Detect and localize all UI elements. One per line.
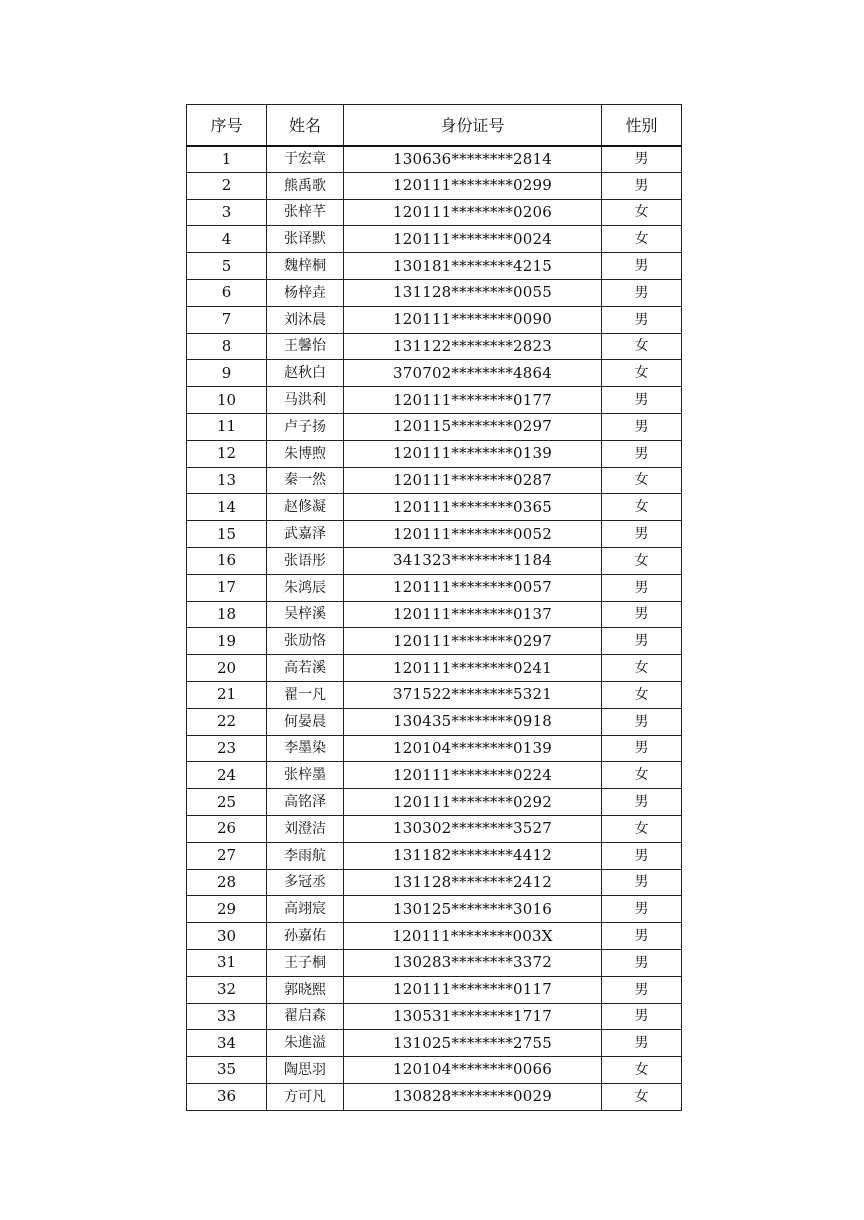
seq-cell: 12 (187, 440, 267, 467)
table-row (187, 601, 682, 628)
id-number-cell: 130125********3016 (344, 896, 602, 923)
name-cell: 王馨怡 (267, 333, 344, 360)
table-row (187, 547, 682, 574)
seq-cell: 22 (187, 708, 267, 735)
table-row (187, 815, 682, 842)
gender-cell: 男 (602, 387, 682, 414)
table-row (187, 735, 682, 762)
gender-cell: 男 (602, 842, 682, 869)
seq-cell: 16 (187, 547, 267, 574)
id-number-cell: 120104********0066 (344, 1057, 602, 1084)
gender-cell: 男 (602, 146, 682, 173)
seq-cell: 27 (187, 842, 267, 869)
id-number-cell: 370702********4864 (344, 360, 602, 387)
id-number-cell: 120111********0287 (344, 467, 602, 494)
name-cell: 吴梓溪 (267, 601, 344, 628)
table-row (187, 521, 682, 548)
gender-cell: 女 (602, 815, 682, 842)
gender-cell: 女 (602, 1083, 682, 1110)
name-cell: 赵修凝 (267, 494, 344, 521)
header-row (187, 105, 682, 146)
table-row (187, 333, 682, 360)
name-cell: 朱鸿辰 (267, 574, 344, 601)
table-row (187, 306, 682, 333)
name-cell: 翟启森 (267, 1003, 344, 1030)
id-number-cell: 120111********0137 (344, 601, 602, 628)
gender-cell: 女 (602, 681, 682, 708)
id-number-cell: 341323********1184 (344, 547, 602, 574)
table-row (187, 976, 682, 1003)
gender-cell: 男 (602, 1003, 682, 1030)
name-cell: 马洪利 (267, 387, 344, 414)
seq-cell: 14 (187, 494, 267, 521)
table-row (187, 896, 682, 923)
table-row (187, 708, 682, 735)
name-cell: 李雨航 (267, 842, 344, 869)
seq-cell: 23 (187, 735, 267, 762)
id-number-cell: 130302********3527 (344, 815, 602, 842)
gender-cell: 男 (602, 976, 682, 1003)
table-row (187, 949, 682, 976)
gender-cell: 男 (602, 413, 682, 440)
name-cell: 张劢恪 (267, 628, 344, 655)
table-header (187, 105, 682, 146)
gender-cell: 女 (602, 547, 682, 574)
table-row (187, 869, 682, 896)
id-number-cell: 120111********0224 (344, 762, 602, 789)
name-cell: 魏梓桐 (267, 253, 344, 280)
seq-cell: 11 (187, 413, 267, 440)
table-row (187, 789, 682, 816)
name-cell: 卢子扬 (267, 413, 344, 440)
name-cell: 武嘉泽 (267, 521, 344, 548)
table-row (187, 494, 682, 521)
gender-cell: 男 (602, 869, 682, 896)
name-cell: 翟一凡 (267, 681, 344, 708)
table-row (187, 413, 682, 440)
seq-cell: 7 (187, 306, 267, 333)
seq-cell: 8 (187, 333, 267, 360)
id-number-cell: 131128********0055 (344, 279, 602, 306)
id-number-cell: 130636********2814 (344, 146, 602, 173)
gender-cell: 男 (602, 440, 682, 467)
name-cell: 张梓墨 (267, 762, 344, 789)
id-number-cell: 120111********0299 (344, 172, 602, 199)
gender-cell: 男 (602, 628, 682, 655)
table-row (187, 226, 682, 253)
gender-cell: 男 (602, 923, 682, 950)
seq-cell: 2 (187, 172, 267, 199)
seq-cell: 28 (187, 869, 267, 896)
gender-cell: 男 (602, 601, 682, 628)
name-cell: 孙嘉佑 (267, 923, 344, 950)
name-cell: 多冠丞 (267, 869, 344, 896)
id-number-cell: 120111********0297 (344, 628, 602, 655)
id-number-cell: 120104********0139 (344, 735, 602, 762)
seq-cell: 29 (187, 896, 267, 923)
id-number-cell: 120111********003X (344, 923, 602, 950)
table-row (187, 1003, 682, 1030)
table-row (187, 146, 682, 173)
header-seq: 序号 (187, 105, 267, 146)
header-id-number: 身份证号 (344, 105, 602, 146)
id-number-cell: 120111********0206 (344, 199, 602, 226)
id-number-cell: 131122********2823 (344, 333, 602, 360)
name-cell: 朱進溢 (267, 1030, 344, 1057)
seq-cell: 34 (187, 1030, 267, 1057)
id-number-cell: 120111********0024 (344, 226, 602, 253)
table-row (187, 681, 682, 708)
gender-cell: 女 (602, 360, 682, 387)
table-row (187, 360, 682, 387)
id-number-cell: 130181********4215 (344, 253, 602, 280)
seq-cell: 32 (187, 976, 267, 1003)
gender-cell: 男 (602, 1030, 682, 1057)
id-number-cell: 130283********3372 (344, 949, 602, 976)
seq-cell: 15 (187, 521, 267, 548)
header-gender: 性别 (602, 105, 682, 146)
table-row (187, 628, 682, 655)
id-number-cell: 120115********0297 (344, 413, 602, 440)
gender-cell: 女 (602, 762, 682, 789)
gender-cell: 男 (602, 306, 682, 333)
id-number-cell: 120111********0090 (344, 306, 602, 333)
name-cell: 刘澄洁 (267, 815, 344, 842)
name-cell: 张语彤 (267, 547, 344, 574)
seq-cell: 35 (187, 1057, 267, 1084)
name-cell: 杨梓垚 (267, 279, 344, 306)
id-number-cell: 120111********0117 (344, 976, 602, 1003)
id-number-cell: 120111********0177 (344, 387, 602, 414)
name-cell: 何晏晨 (267, 708, 344, 735)
header-name: 姓名 (267, 105, 344, 146)
seq-cell: 24 (187, 762, 267, 789)
gender-cell: 女 (602, 226, 682, 253)
id-number-cell: 130828********0029 (344, 1083, 602, 1110)
gender-cell: 男 (602, 896, 682, 923)
table-row (187, 762, 682, 789)
student-roster-table (186, 104, 682, 1111)
name-cell: 张梓芊 (267, 199, 344, 226)
name-cell: 秦一然 (267, 467, 344, 494)
table-row (187, 842, 682, 869)
id-number-cell: 371522********5321 (344, 681, 602, 708)
name-cell: 于宏章 (267, 146, 344, 173)
name-cell: 朱博煦 (267, 440, 344, 467)
gender-cell: 男 (602, 708, 682, 735)
name-cell: 高若溪 (267, 655, 344, 682)
seq-cell: 19 (187, 628, 267, 655)
table-body (187, 146, 682, 1111)
seq-cell: 33 (187, 1003, 267, 1030)
gender-cell: 女 (602, 333, 682, 360)
table-row (187, 923, 682, 950)
table-row (187, 199, 682, 226)
gender-cell: 男 (602, 574, 682, 601)
id-number-cell: 130435********0918 (344, 708, 602, 735)
table-row (187, 1030, 682, 1057)
name-cell: 高铭泽 (267, 789, 344, 816)
id-number-cell: 120111********0057 (344, 574, 602, 601)
name-cell: 熊禹歌 (267, 172, 344, 199)
seq-cell: 10 (187, 387, 267, 414)
id-number-cell: 120111********0139 (344, 440, 602, 467)
gender-cell: 女 (602, 655, 682, 682)
table-row (187, 1057, 682, 1084)
gender-cell: 男 (602, 172, 682, 199)
seq-cell: 18 (187, 601, 267, 628)
id-number-cell: 120111********0052 (344, 521, 602, 548)
name-cell: 高翊宸 (267, 896, 344, 923)
gender-cell: 男 (602, 279, 682, 306)
seq-cell: 31 (187, 949, 267, 976)
seq-cell: 25 (187, 789, 267, 816)
seq-cell: 4 (187, 226, 267, 253)
seq-cell: 30 (187, 923, 267, 950)
seq-cell: 6 (187, 279, 267, 306)
table-row (187, 655, 682, 682)
gender-cell: 男 (602, 949, 682, 976)
table-row (187, 387, 682, 414)
name-cell: 赵秋白 (267, 360, 344, 387)
id-number-cell: 131128********2412 (344, 869, 602, 896)
gender-cell: 男 (602, 789, 682, 816)
seq-cell: 5 (187, 253, 267, 280)
seq-cell: 26 (187, 815, 267, 842)
table-row (187, 1083, 682, 1110)
gender-cell: 女 (602, 494, 682, 521)
name-cell: 方可凡 (267, 1083, 344, 1110)
id-number-cell: 131182********4412 (344, 842, 602, 869)
gender-cell: 男 (602, 735, 682, 762)
seq-cell: 36 (187, 1083, 267, 1110)
gender-cell: 女 (602, 199, 682, 226)
table-row (187, 467, 682, 494)
table-row (187, 253, 682, 280)
seq-cell: 17 (187, 574, 267, 601)
gender-cell: 女 (602, 1057, 682, 1084)
id-number-cell: 120111********0292 (344, 789, 602, 816)
id-number-cell: 130531********1717 (344, 1003, 602, 1030)
seq-cell: 13 (187, 467, 267, 494)
gender-cell: 男 (602, 253, 682, 280)
name-cell: 李墨染 (267, 735, 344, 762)
id-number-cell: 120111********0241 (344, 655, 602, 682)
name-cell: 陶思羽 (267, 1057, 344, 1084)
table-row (187, 172, 682, 199)
id-number-cell: 120111********0365 (344, 494, 602, 521)
name-cell: 王子桐 (267, 949, 344, 976)
name-cell: 刘沐晨 (267, 306, 344, 333)
table-row (187, 440, 682, 467)
name-cell: 郭晓熙 (267, 976, 344, 1003)
seq-cell: 3 (187, 199, 267, 226)
gender-cell: 男 (602, 521, 682, 548)
table-row (187, 279, 682, 306)
gender-cell: 女 (602, 467, 682, 494)
table-row (187, 574, 682, 601)
id-number-cell: 131025********2755 (344, 1030, 602, 1057)
seq-cell: 9 (187, 360, 267, 387)
name-cell: 张译默 (267, 226, 344, 253)
seq-cell: 21 (187, 681, 267, 708)
seq-cell: 20 (187, 655, 267, 682)
seq-cell: 1 (187, 146, 267, 173)
